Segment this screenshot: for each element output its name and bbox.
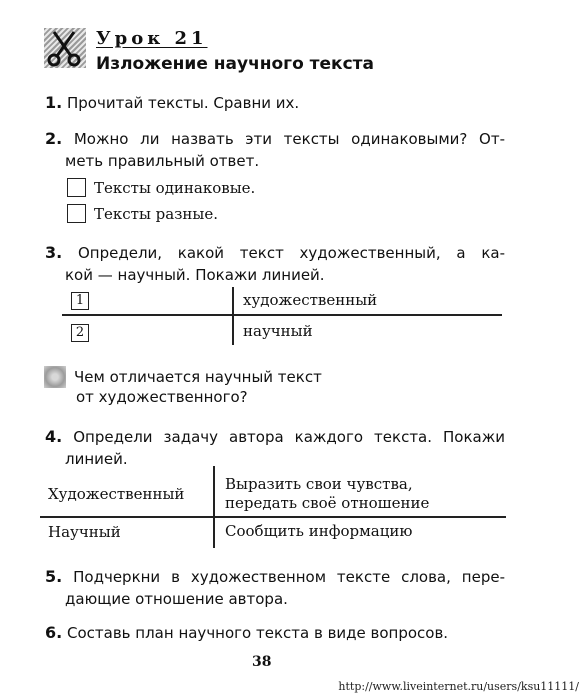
task-number: 6. bbox=[45, 623, 63, 642]
table-divider bbox=[62, 314, 502, 316]
table-divider bbox=[232, 287, 234, 345]
cell-line2: передать своё отношение bbox=[225, 494, 430, 512]
option-checkbox-different[interactable] bbox=[67, 204, 86, 223]
task-text-line1: Можно ли назвать эти тексты одинаковыми? От- bbox=[73, 130, 505, 148]
task-text-line2: кой — научный. Покажи линией. bbox=[65, 266, 325, 284]
task-text: Прочитай тексты. Сравни их. bbox=[67, 94, 300, 112]
watermark-url: http://www.liveinternet.ru/users/ksu11111/ bbox=[338, 680, 579, 693]
task-4 bbox=[45, 426, 505, 470]
table-cell: научный bbox=[243, 322, 313, 340]
task-text-line1: Определи, какой текст художественный, а ка- bbox=[77, 244, 505, 262]
task-number: 3. bbox=[45, 243, 63, 262]
table-cell: Научный bbox=[48, 523, 121, 541]
table-cell: Сообщить информацию bbox=[225, 522, 413, 540]
table-divider bbox=[40, 516, 506, 518]
option-label-different: Тексты разные. bbox=[94, 205, 218, 223]
task-text-line1: Определи задачу автора каждого текста. Покажи bbox=[73, 428, 505, 446]
option-checkbox-same[interactable] bbox=[67, 178, 86, 197]
task-6 bbox=[45, 622, 505, 644]
task-text-line2: дающие отношение автора. bbox=[65, 590, 288, 608]
table-cell: Художественный bbox=[48, 485, 185, 503]
page-number: 38 bbox=[252, 654, 272, 670]
question-line2: от художественного? bbox=[76, 388, 248, 406]
discussion-icon bbox=[44, 366, 66, 388]
task-text-line2: линией. bbox=[65, 450, 128, 468]
task-number: 4. bbox=[45, 427, 63, 446]
scissors-icon bbox=[44, 28, 86, 68]
table-cell: художественный bbox=[243, 291, 378, 309]
task-3 bbox=[45, 242, 505, 286]
lesson-subtitle: Изложение научного текста bbox=[96, 54, 374, 74]
discussion-question bbox=[74, 367, 322, 407]
row-number-box: 1 bbox=[71, 292, 89, 310]
task-text-line1: Подчеркни в художественном тексте слова, пере- bbox=[73, 568, 505, 586]
task-text: Составь план научного текста в виде вопросов. bbox=[67, 624, 449, 642]
task-number: 2. bbox=[45, 129, 63, 148]
row-number-box: 2 bbox=[71, 324, 89, 342]
table-cell bbox=[225, 475, 429, 513]
lesson-title: Урок 21 bbox=[96, 28, 208, 49]
task-2 bbox=[45, 128, 505, 172]
task-text-line2: меть правильный ответ. bbox=[65, 152, 260, 170]
question-line1: Чем отличается научный текст bbox=[74, 368, 322, 386]
option-label-same: Тексты одинаковые. bbox=[94, 179, 256, 197]
table-divider bbox=[213, 466, 215, 548]
task-number: 5. bbox=[45, 567, 63, 586]
task-5 bbox=[45, 566, 505, 610]
task-number: 1. bbox=[45, 93, 63, 112]
task-1 bbox=[45, 92, 505, 114]
cell-line1: Выразить свои чувства, bbox=[225, 475, 413, 493]
